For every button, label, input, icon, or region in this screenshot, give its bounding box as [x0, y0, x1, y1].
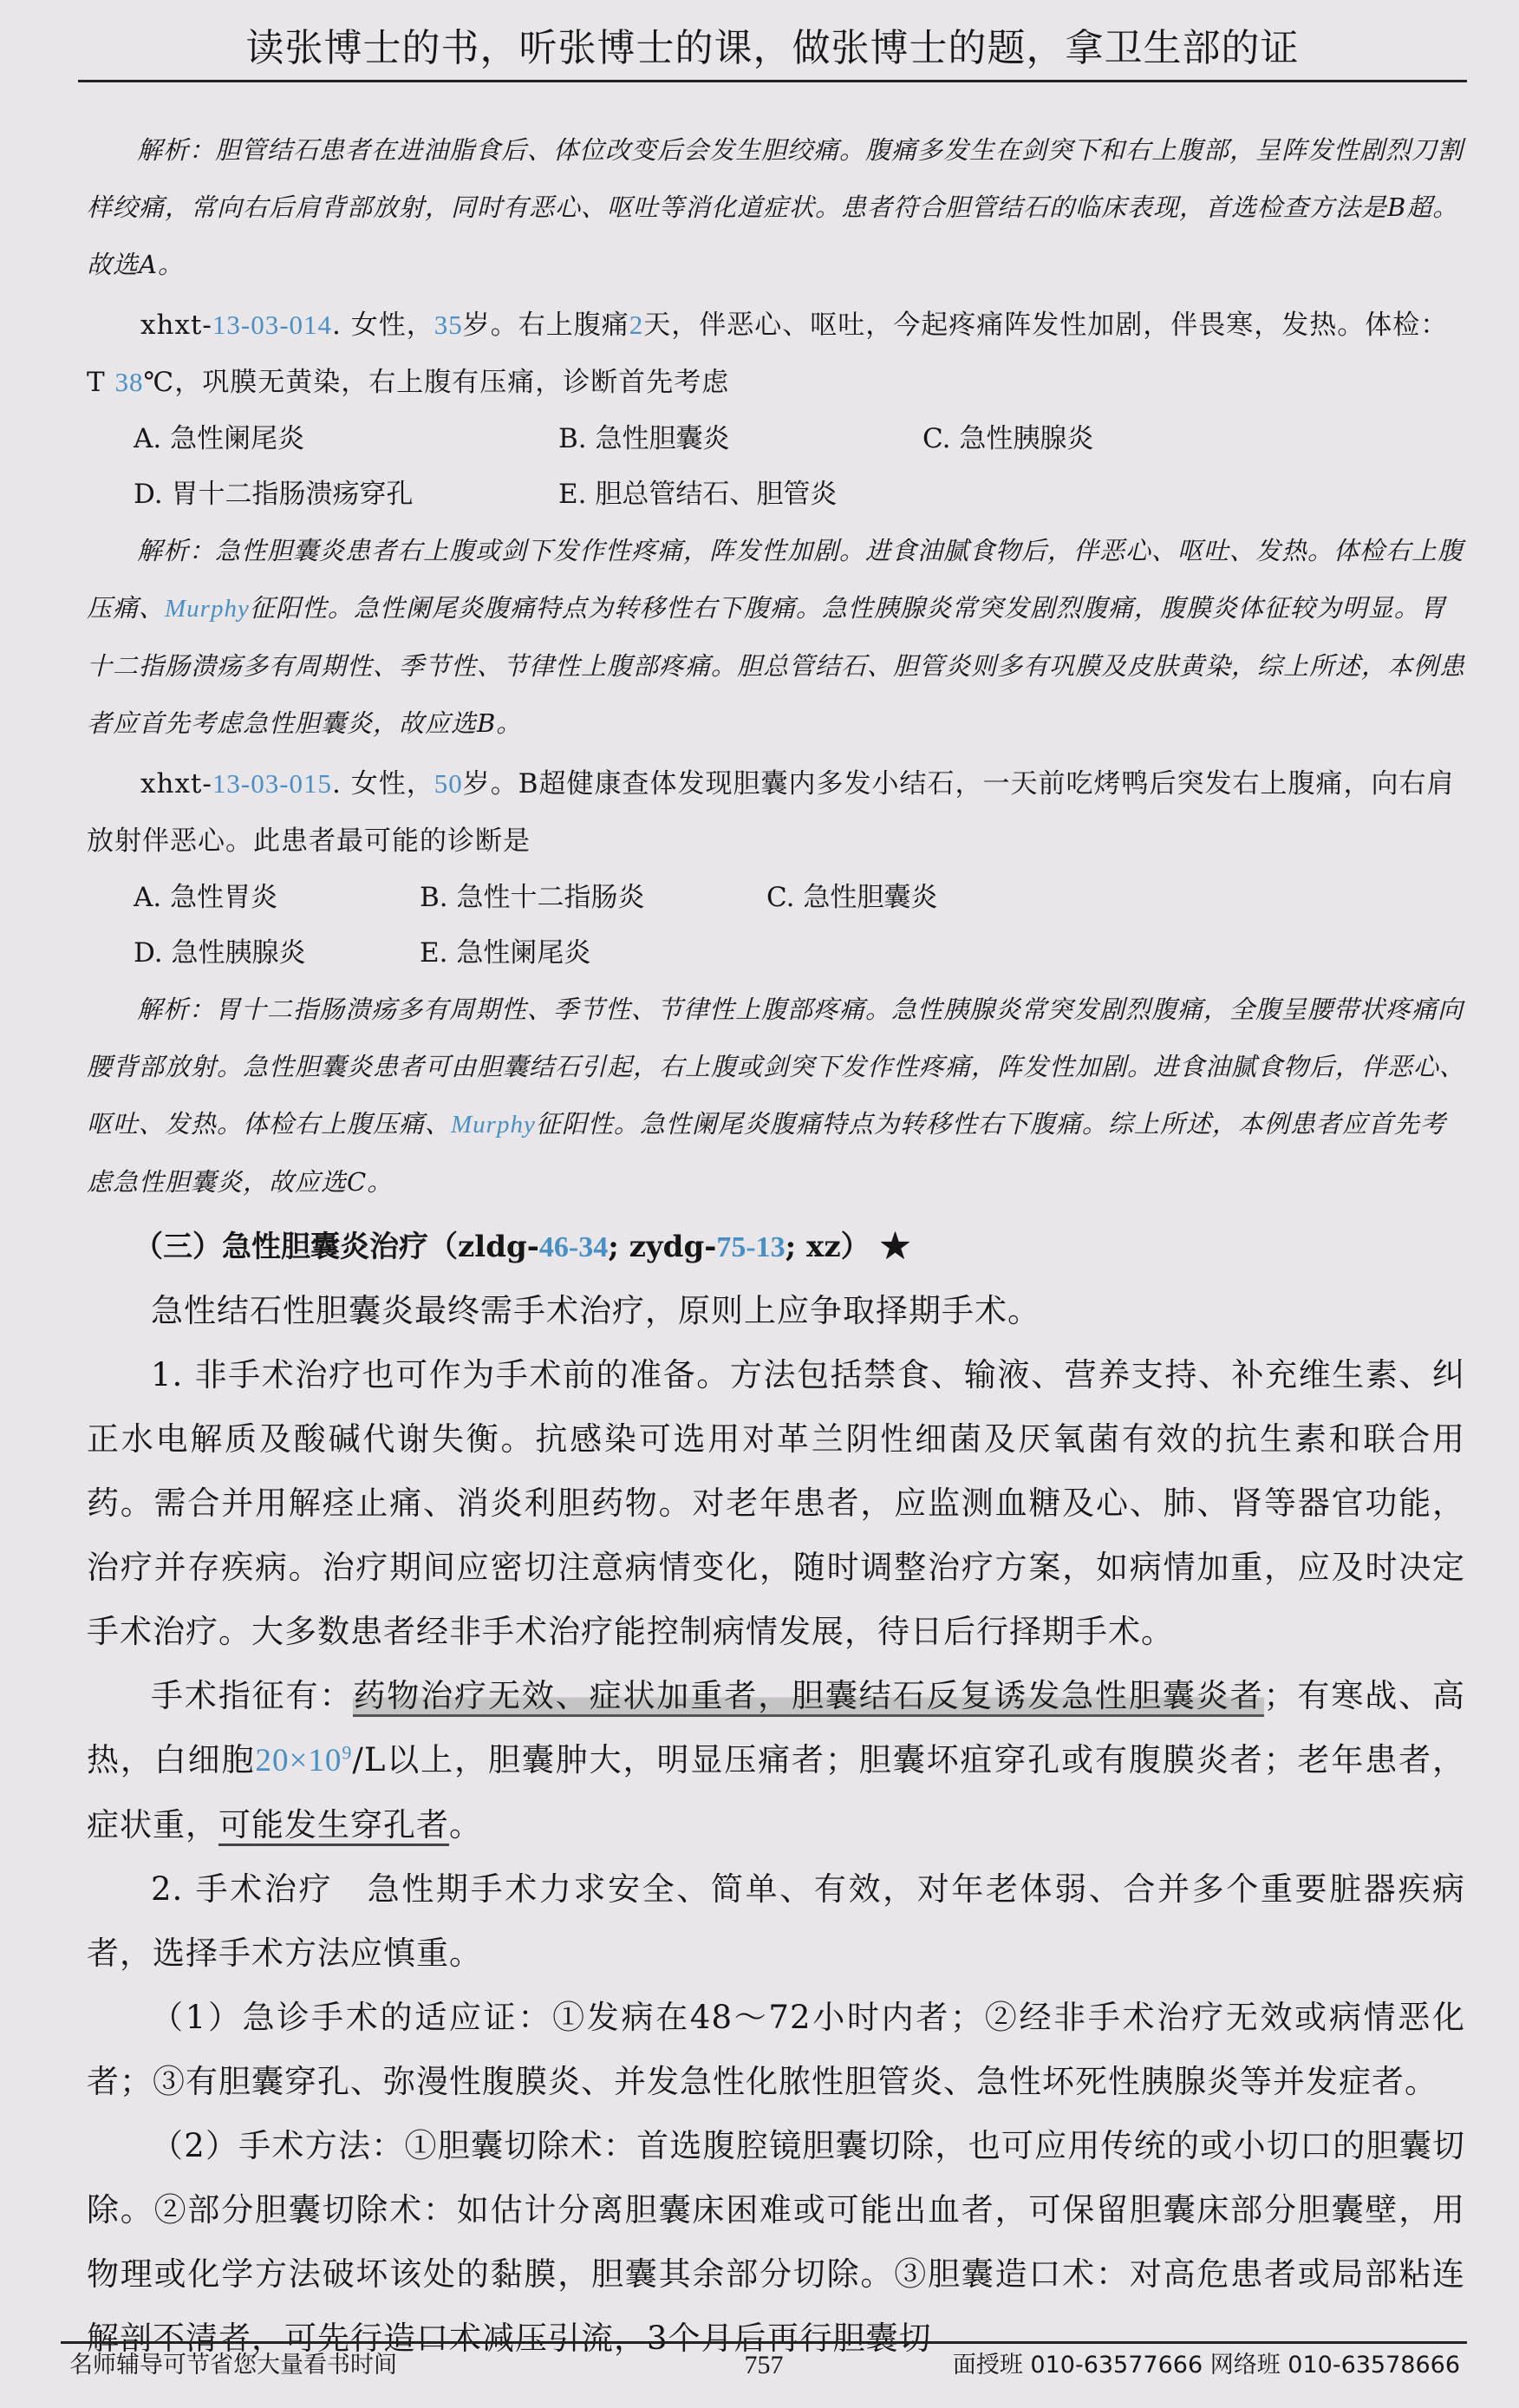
question-015 [87, 755, 1465, 870]
indications-text: ；有寒战、高热，白细胞 [87, 1677, 1466, 1778]
question-014 [87, 297, 1465, 411]
page-header: 读张博士的书，听张博士的课，做张博士的题，拿卫生部的证 [78, 17, 1467, 82]
underlined-text: 可能发生穿孔者 [218, 1806, 449, 1846]
indications-text: /L以上，胆囊肿大，明显压痛者；胆囊坏疽穿孔或有腹膜炎者；老年患者，症状重， [87, 1741, 1466, 1844]
star-icon: ★ [880, 1230, 910, 1264]
section-title: （三）急性胆囊炎治疗（zldg- [134, 1230, 539, 1264]
analysis-paragraph-3 [87, 981, 1465, 1211]
temperature: 38 [114, 367, 144, 397]
section-heading [87, 1216, 1465, 1279]
analysis-text: 征阳性。急性阑尾炎腹痛特点为转移性右下腹痛。综上所述，本例患者应首先考虑急性胆囊炎，故应选C。 [87, 1109, 1446, 1197]
analysis-text: 征阳性。急性阑尾炎腹痛特点为转移性右下腹痛。急性胰腺炎常突发剧烈腹痛，腹膜炎体征较为明显。胃十二指肠溃疡多有周期性、季节性、节律性上腹部疼痛。胆总管结石、胆管炎则多有巩膜及皮肤黄染，综上所述，本例患者应首先考虑急性胆囊炎，故应选B。 [87, 593, 1466, 738]
question-text: 岁。B超健康查体发现胆囊内多发小结石，一天前吃烤鸭后突发右上腹痛，向右肩放射伴恶心。此患者最可能的诊断是 [87, 768, 1455, 857]
question-text: ℃，巩膜无黄染，右上腹有压痛，诊断首先考虑 [143, 367, 730, 398]
indications-text: 。 [449, 1806, 482, 1844]
page-footer [61, 2341, 1467, 2387]
analysis-paragraph-2 [87, 522, 1465, 752]
question-text: . 女性， [332, 310, 434, 341]
section-ref: 46-34 [538, 1231, 609, 1263]
patient-age: 50 [434, 768, 463, 799]
option-c: C. 急性胆囊炎 [766, 882, 938, 913]
option-c: C. 急性胰腺炎 [922, 423, 1094, 454]
section-title: ; zydg- [608, 1230, 717, 1264]
question-id-number: 13-03-014 [212, 310, 333, 340]
body-intro: 急性结石性胆囊炎最终需手术治疗，原则上应争取择期手术。 [151, 1292, 1040, 1329]
option-b: B. 急性胆囊炎 [558, 423, 730, 454]
option-a: A. 急性胃炎 [134, 882, 278, 913]
question-text: 岁。右上腹痛 [462, 310, 629, 341]
option-d: D. 胃十二指肠溃疡穿孔 [134, 479, 414, 510]
murphy-term: Murphy [451, 1111, 536, 1139]
options-015 [87, 870, 1465, 981]
option-a: A. 急性阑尾炎 [134, 423, 305, 454]
duration-days: 2 [629, 310, 644, 340]
page-number: 757 [744, 2351, 784, 2379]
body-nonsurgical: 1. 非手术治疗也可作为手术前的准备。方法包括禁食、输液、营养支持、补充维生素、纠正水电解质及酸碱代谢失衡。抗感染可选用对革兰阴性细菌及厌氧菌有效的抗生素和联合用药。需合并用解痉止痛、消炎利胆药物。对老年患者，应监测血糖及心、肺、肾等器官功能，治疗并存疾病。治疗期间应密切注意病情变化，随时调整治疗方案，如病情加重，应及时决定手术治疗。大多数患者经非手术治疗能控制病情发展，待日后行择期手术。 [87, 1356, 1465, 1650]
footer-slogan: 名师辅导可节省您大量看书时间 [69, 2352, 397, 2379]
section-title: ; xz） [785, 1230, 870, 1264]
question-id-number: 13-03-015 [212, 768, 333, 799]
footer-contact: 面授班 010-63577666 网络班 010-63578666 [952, 2352, 1460, 2379]
analysis-paragraph-1: 解析：胆管结石患者在进油脂食后、体位改变后会发生胆绞痛。腹痛多发生在剑突下和右上腹部，呈阵发性剧烈刀割样绞痛，常向右后肩背部放射，同时有恶心、呕吐等消化道症状。患者符合胆管结石的临床表现，首选检查方法是B超。故选A。 [87, 135, 1464, 279]
body-indications [87, 1664, 1465, 1857]
page-content [87, 121, 1465, 2371]
body-surgery-methods: （2）手术方法：①胆囊切除术：首选腹腔镜胆囊切除，也可应用传统的或小切口的胆囊切除。②部分胆囊切除术：如估计分离胆囊床困难或可能出血者，可保留胆囊床部分胆囊壁，用物理或化学方法破坏该处的黏膜，胆囊其余部分切除。③胆囊造口术：对高危患者或局部粘连解剖不清者，可先行造口术减压引流，3个月后再行胆囊切 [87, 2127, 1465, 2357]
question-id-prefix: xhxt- [140, 310, 212, 341]
murphy-term: Murphy [165, 595, 250, 623]
option-b: B. 急性十二指肠炎 [420, 882, 645, 913]
option-e: E. 胆总管结石、胆管炎 [558, 479, 838, 510]
body-surgery: 2. 手术治疗 急性期手术力求安全、简单、有效，对年老体弱、合并多个重要脏器疾病者，选择手术方法应慎重。 [87, 1870, 1465, 1972]
wbc-count: 20×10 [255, 1743, 342, 1778]
wbc-exponent: 9 [342, 1741, 353, 1764]
patient-age: 35 [434, 310, 463, 340]
analysis-text: 解析：急性胆囊炎患者右上腹或剑下发作性疼痛，阵发性加剧。进食油腻食物后，伴恶心、呕吐、发热。体检右上腹压痛、 [87, 536, 1464, 623]
section-ref: 75-13 [716, 1231, 786, 1263]
indications-lead: 手术指征有： [151, 1677, 354, 1714]
body-emergency-indications: （1）急诊手术的适应证：①发病在48～72小时内者；②经非手术治疗无效或病情恶化者；③有胆囊穿孔、弥漫性腹膜炎、并发急性化脓性胆管炎、急性坏死性胰腺炎等并发症者。 [87, 1999, 1465, 2100]
option-e: E. 急性阑尾炎 [420, 937, 591, 969]
analysis-text: 解析：胃十二指肠溃疡多有周期性、季节性、节律性上腹部疼痛。急性胰腺炎常突发剧烈腹痛，全腹呈腰带状疼痛向腰背部放射。急性胆囊炎患者可由胆囊结石引起，右上腹或剑突下发作性疼痛，阵发性加剧。进食油腻食物后，伴恶心、呕吐、发热。体检右上腹压痛、 [87, 995, 1466, 1139]
option-d: D. 急性胰腺炎 [134, 937, 306, 969]
options-014 [87, 411, 1465, 522]
question-id-prefix: xhxt- [140, 768, 212, 799]
question-text: 天，伴恶心、呕吐，今起疼痛阵发性加剧，伴畏寒，发热。体检：T [87, 310, 1449, 398]
highlighted-text: 药物治疗无效、症状加重者，胆囊结石反复诱发急性胆囊炎者 [353, 1677, 1263, 1717]
question-text: . 女性， [332, 768, 434, 799]
